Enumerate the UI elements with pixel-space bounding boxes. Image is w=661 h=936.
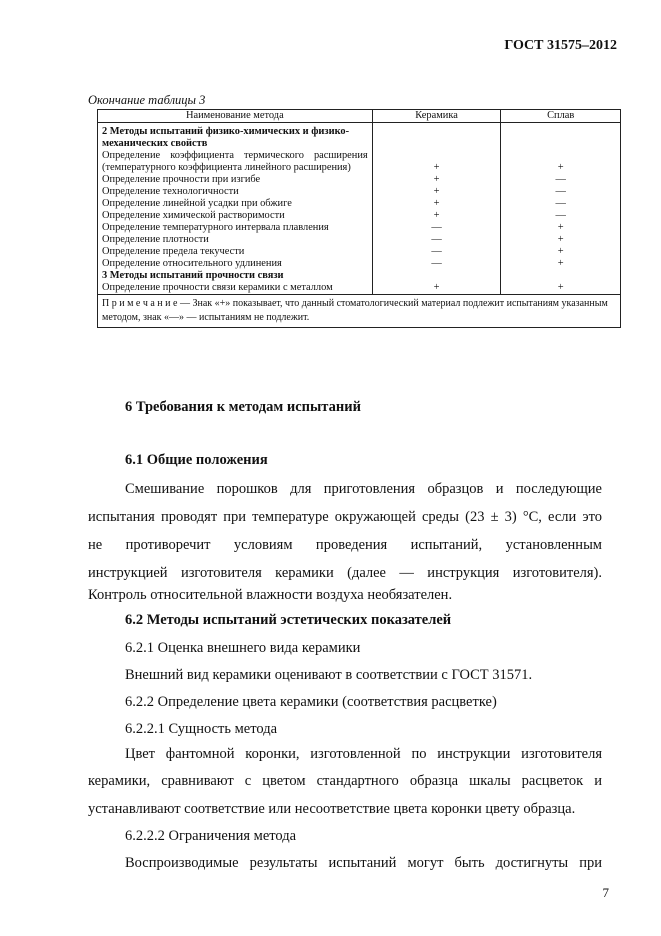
- paragraph-line: Цвет фантомной коронки, изготовленной по инструкции изготовителя: [125, 746, 602, 762]
- section-6-2-title: 6.2 Методы испытаний эстетических показателей: [125, 612, 452, 628]
- paragraph-line: Внешний вид керамики оценивают в соответствии с ГОСТ 31571.: [125, 667, 533, 683]
- paragraph-line: Смешивание порошков для приготовления образцов и последующие: [125, 481, 602, 497]
- table-row: [98, 210, 621, 222]
- paragraph-line: не противоречит условиям проведения испытаний, установленным: [88, 537, 602, 553]
- method-name: Определение относительного удлинения: [102, 258, 282, 269]
- note-text: — Знак «+» показывает, что данный стоматологический материал подлежит испытаниям указанным методом, знак «—» — испытаниям не подлежит.: [102, 298, 608, 323]
- table-row: [98, 222, 621, 234]
- ceramic-cell: +: [372, 210, 501, 222]
- section-6-title: 6 Требования к методам испытаний: [125, 399, 361, 415]
- ceramic-cell: [372, 123, 501, 151]
- ceramic-cell: [372, 270, 501, 282]
- method-name: Определение температурного интервала плавления: [102, 222, 329, 233]
- method-name: Определение плотности: [102, 234, 209, 245]
- table-row: [98, 186, 621, 198]
- table-note: [98, 295, 621, 328]
- col-header-alloy: Сплав: [501, 110, 621, 123]
- method-name: Определение прочности связи керамики с металлом: [102, 282, 333, 293]
- ceramic-cell: —: [372, 258, 501, 270]
- subsection-6-2-2-1: 6.2.2.1 Сущность метода: [125, 721, 278, 737]
- paragraph-line: испытания проводят при температуре окружающей среды (23 ± 3) °С, если это: [88, 509, 602, 525]
- ceramic-cell: —: [372, 246, 501, 258]
- document-header: ГОСТ 31575–2012: [504, 38, 617, 53]
- paragraph-line: Контроль относительной влажности воздуха необязателен.: [88, 587, 453, 603]
- paragraph-line: устанавливают соответствие или несоответствие цвета коронки цвету образца.: [88, 801, 576, 817]
- table-header-row: [98, 110, 621, 123]
- section-6-1-title: 6.1 Общие положения: [125, 452, 268, 468]
- methods-table: [97, 109, 621, 328]
- subsection-6-2-2: 6.2.2 Определение цвета керамики (соответствия расцветке): [125, 694, 497, 710]
- alloy-cell: +: [501, 282, 621, 295]
- subsection-6-2-2-2: 6.2.2.2 Ограничения метода: [125, 828, 297, 844]
- ceramic-cell: +: [372, 198, 501, 210]
- ceramic-cell: —: [372, 234, 501, 246]
- note-label: П р и м е ч а н и е: [102, 298, 178, 309]
- method-name: Определение линейной усадки при обжиге: [102, 198, 292, 209]
- method-name: Определение коэффициента термического расширения (температурного коэффициента линейного расширения): [102, 150, 368, 173]
- table-row: [98, 198, 621, 210]
- table-note-row: [98, 295, 621, 328]
- ceramic-cell: +: [372, 150, 501, 174]
- method-name: Определение химической растворимости: [102, 210, 285, 221]
- table-caption: Окончание таблицы 3: [88, 93, 206, 107]
- alloy-cell: —: [501, 174, 621, 186]
- col-header-ceramic: Керамика: [372, 110, 501, 123]
- alloy-cell: +: [501, 234, 621, 246]
- alloy-cell: —: [501, 186, 621, 198]
- method-name: Определение прочности при изгибе: [102, 174, 261, 185]
- method-name: Определение предела текучести: [102, 246, 245, 257]
- alloy-cell: —: [501, 198, 621, 210]
- table-row: [98, 150, 621, 174]
- method-name: Определение технологичности: [102, 186, 239, 197]
- method-name: 3 Методы испытаний прочности связи: [102, 270, 284, 281]
- table-section-row: [98, 123, 621, 151]
- alloy-cell: +: [501, 246, 621, 258]
- table-body: [98, 123, 621, 328]
- subsection-6-2-1: 6.2.1 Оценка внешнего вида керамики: [125, 640, 361, 656]
- method-name: 2 Методы испытаний физико-химических и физико-механических свойств: [102, 126, 350, 149]
- table-section-row: [98, 270, 621, 282]
- alloy-cell: +: [501, 258, 621, 270]
- alloy-cell: —: [501, 210, 621, 222]
- ceramic-cell: +: [372, 186, 501, 198]
- table-row: [98, 234, 621, 246]
- table-row: [98, 258, 621, 270]
- ceramic-cell: +: [372, 282, 501, 295]
- paragraph-line: керамики, сравнивают с цветом стандартного образца шкалы расцветок и: [88, 773, 602, 789]
- alloy-cell: +: [501, 222, 621, 234]
- alloy-cell: +: [501, 150, 621, 174]
- alloy-cell: [501, 270, 621, 282]
- page-number: 7: [602, 885, 609, 900]
- col-header-method: Наименование метода: [98, 110, 373, 123]
- ceramic-cell: —: [372, 222, 501, 234]
- table-row: [98, 174, 621, 186]
- table-row: [98, 282, 621, 295]
- paragraph-line: инструкцией изготовителя керамики (далее — инструкция изготовителя).: [88, 565, 602, 581]
- paragraph-line: Воспроизводимые результаты испытаний могут быть достигнуты при: [125, 855, 602, 871]
- alloy-cell: [501, 123, 621, 151]
- table-row: [98, 246, 621, 258]
- ceramic-cell: +: [372, 174, 501, 186]
